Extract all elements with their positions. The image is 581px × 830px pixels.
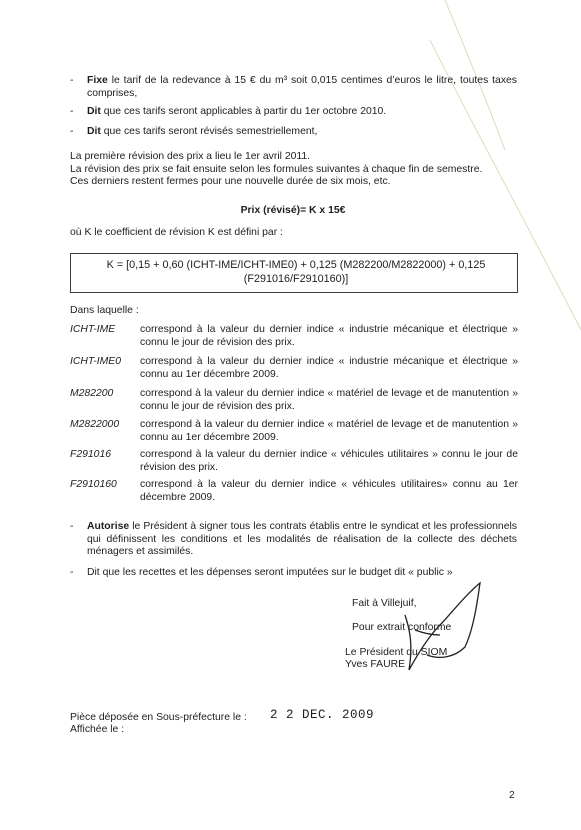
bullet-text: Dit que les recettes et les dépenses seront imputées sur le budget dit « public » [87, 567, 453, 578]
bullet-keyword: Dit [87, 126, 101, 137]
bullet-keyword: Autorise [87, 521, 130, 532]
fait-a-villejuif: Fait à Villejuif, [352, 598, 417, 609]
k-formula: K = [0,15 + 0,60 (ICHT-IME/ICHT-IME0) + 0,125 (M282200/M2822000) + 0,125 (F291016/F2910160)] [106, 259, 486, 285]
bullet-dash: - [70, 75, 74, 86]
bullet-keyword: Fixe [87, 75, 108, 86]
def-term-m2822000: M2822000 [70, 419, 120, 430]
def-term-m282200: M282200 [70, 388, 114, 399]
price-formula: Prix (révisé)= K x 15€ [240, 205, 346, 216]
bullet-text: que ces tarifs seront révisés semestriellement, [100, 126, 318, 137]
sous-prefecture-stamp-date: 2 2 DEC. 2009 [270, 708, 375, 722]
k-formula-box [70, 253, 518, 293]
piece-deposee-label: Pièce déposée en Sous-préfecture le : [70, 712, 247, 723]
def-text-m2822000: correspond à la valeur du dernier indice « matériel de levage et de manutention » connu au 1er décembre 2009. [140, 419, 518, 443]
def-text-m282200: correspond à la valeur du dernier indice « matériel de levage et de manutention » connu le jour de révision des prix. [140, 388, 518, 412]
pour-extrait-conforme: Pour extrait conforme [352, 622, 452, 633]
bullet-dash: - [70, 126, 74, 137]
def-term-icht-ime: ICHT-IME [70, 324, 116, 335]
bullet-text: le Président à signer tous les contrats établis entre le syndicat et les professionnels qui définissent les conditions et les modalités de réalisation de la collecte des déchets ménagers et assimilés. [87, 521, 517, 558]
bullet-dash: - [70, 106, 74, 117]
def-text-icht-ime0: correspond à la valeur du dernier indice « industrie mécanique et électrique » connu au 1er décembre 2009. [140, 356, 518, 380]
def-term-icht-ime0: ICHT-IME0 [70, 356, 121, 367]
bullet-text: le tarif de la redevance à 15 € du m³ soit 0,015 centimes d’euros le litre, toutes taxes comprises, [87, 75, 517, 99]
handwritten-signature [385, 575, 495, 685]
dans-laquelle-label: Dans laquelle : [70, 305, 139, 316]
bullet-dash: - [70, 521, 74, 532]
revision-line-2: La révision des prix se fait ensuite selon les formules suivantes à chaque fin de semestre. [70, 163, 483, 175]
bullet-text: que ces tarifs seront applicables à partir du 1er octobre 2010. [100, 106, 387, 117]
bullet-keyword: Dit [87, 106, 101, 117]
revision-line-1: La première révision des prix a lieu le 1er avril 2011. [70, 151, 311, 162]
president-title: Le Président du SIOM [345, 647, 448, 658]
affichee-label: Affichée le : [70, 724, 125, 735]
def-text-f2910160: correspond à la valeur du dernier indice « véhicules utilitaires» connu au 1er décembre 2009. [140, 479, 518, 503]
def-term-f291016: F291016 [70, 449, 112, 460]
page-number: 2 [509, 790, 515, 801]
def-text-f291016: correspond à la valeur du dernier indice « véhicules utilitaires » connu le jour de révision des prix. [140, 449, 518, 473]
bullet-dash: - [70, 567, 74, 578]
revision-line-3: Ces derniers restent fermes pour une nouvelle durée de six mois, etc. [70, 176, 391, 188]
k-intro: où K le coefficient de révision K est défini par : [70, 227, 283, 238]
president-name: Yves FAURE [345, 659, 406, 670]
def-text-icht-ime: correspond à la valeur du dernier indice « industrie mécanique et électrique » connu le jour de révision des prix. [140, 324, 518, 348]
def-term-f2910160: F2910160 [70, 479, 117, 490]
revision-paragraph [70, 151, 530, 189]
